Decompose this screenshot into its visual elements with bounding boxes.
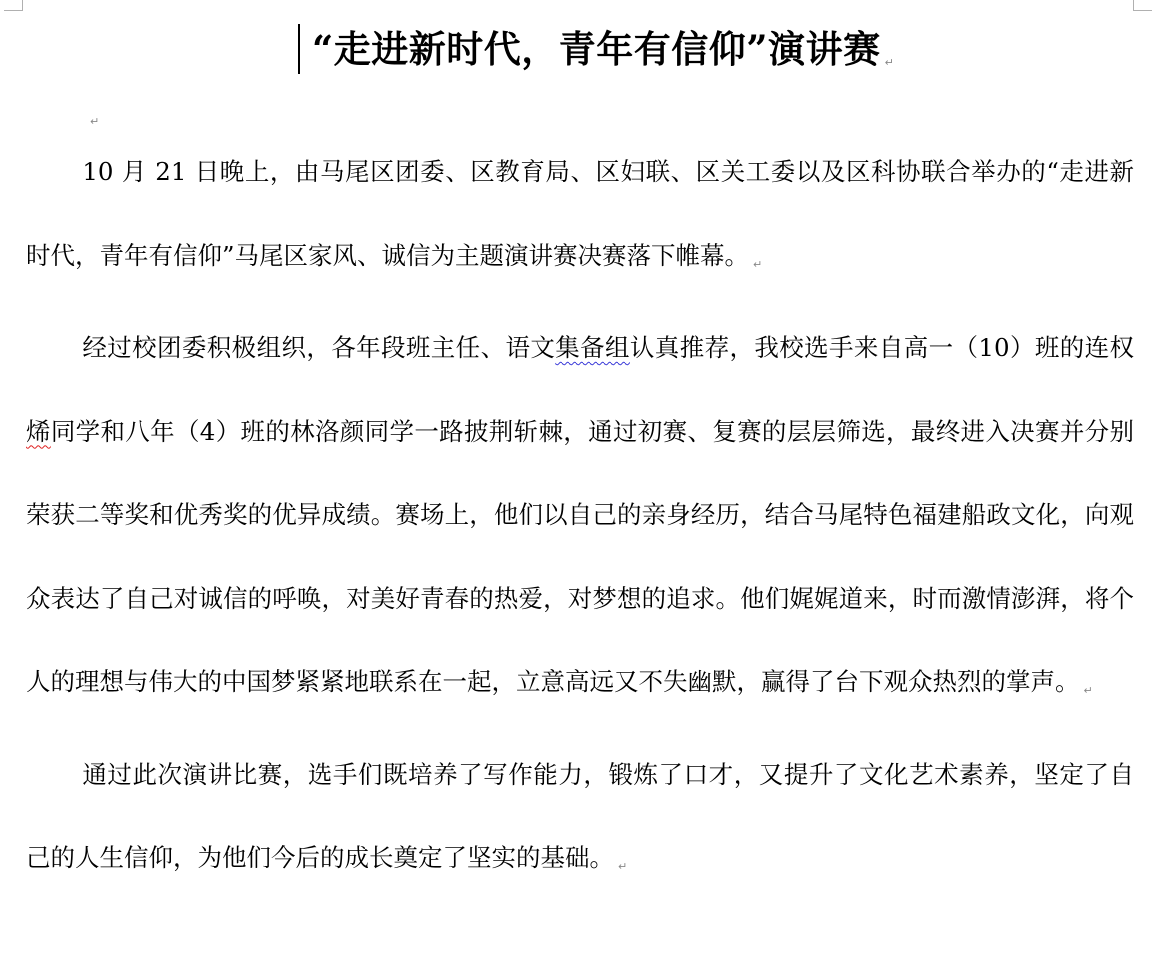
document-body[interactable] (26, 130, 1134, 909)
paragraph-text: 同学和八年（4）班的林洛颜同学一路披荆斩棘，通过初赛、复赛的层层筛选，最终进入决赛并分别荣获二等奖和优秀奖的优异成绩。赛场上，他们以自己的亲身经历，结合马尾特色福建船政文化，向观众表达了自己对诚信的呼唤，对美好青春的热爱，对梦想的追求。他们娓娓道来，时而激情澎湃，将个人的理想与伟大的中国梦紧紧地联系在一起，立意高远又不失幽默，赢得了台下观众热烈的掌声。 (26, 416, 1134, 696)
grammar-flagged-word[interactable]: 集备组 (555, 333, 630, 362)
spelling-flagged-word[interactable]: 烯 (26, 416, 51, 446)
paragraph-mark-icon: ↵ (90, 115, 100, 128)
title-line[interactable] (0, 24, 1156, 76)
body-paragraph-2[interactable] (26, 306, 1134, 733)
page-corner-mark-top-left (4, 0, 23, 11)
paragraph-text: 认真推荐，我校选手来自高一（10）班的连权 (629, 333, 1134, 362)
text-cursor (298, 24, 300, 74)
empty-paragraph[interactable] (86, 106, 99, 128)
paragraph-text: 通过此次演讲比赛，选手们既培养了写作能力，锻炼了口才，又提升了文化艺术素养，坚定了自己的人生信仰，为他们今后的成长奠定了坚实的基础。 (26, 759, 1134, 872)
document-title-text: “走进新时代，青年有信仰”演讲赛 (312, 27, 881, 71)
document-title[interactable] (312, 26, 894, 86)
page-corner-mark-top-right (1133, 0, 1152, 11)
paragraph-text: 10 月 21 日晚上，由马尾区团委、区教育局、区妇联、区关工委以及区科协联合举办的“走进新时代，青年有信仰”马尾区家风、诚信为主题演讲赛决赛落下帷幕。 (26, 157, 1134, 270)
paragraph-text: 经过校团委积极组织，各年段班主任、语文 (82, 333, 556, 362)
paragraph-mark-icon: ↵ (884, 56, 895, 69)
paragraph-mark-icon: ↵ (753, 257, 763, 271)
paragraph-mark-icon: ↵ (1083, 684, 1093, 697)
body-paragraph-3[interactable] (26, 733, 1134, 909)
paragraph-mark-icon: ↵ (618, 860, 628, 873)
body-paragraph-1[interactable] (26, 130, 1134, 306)
